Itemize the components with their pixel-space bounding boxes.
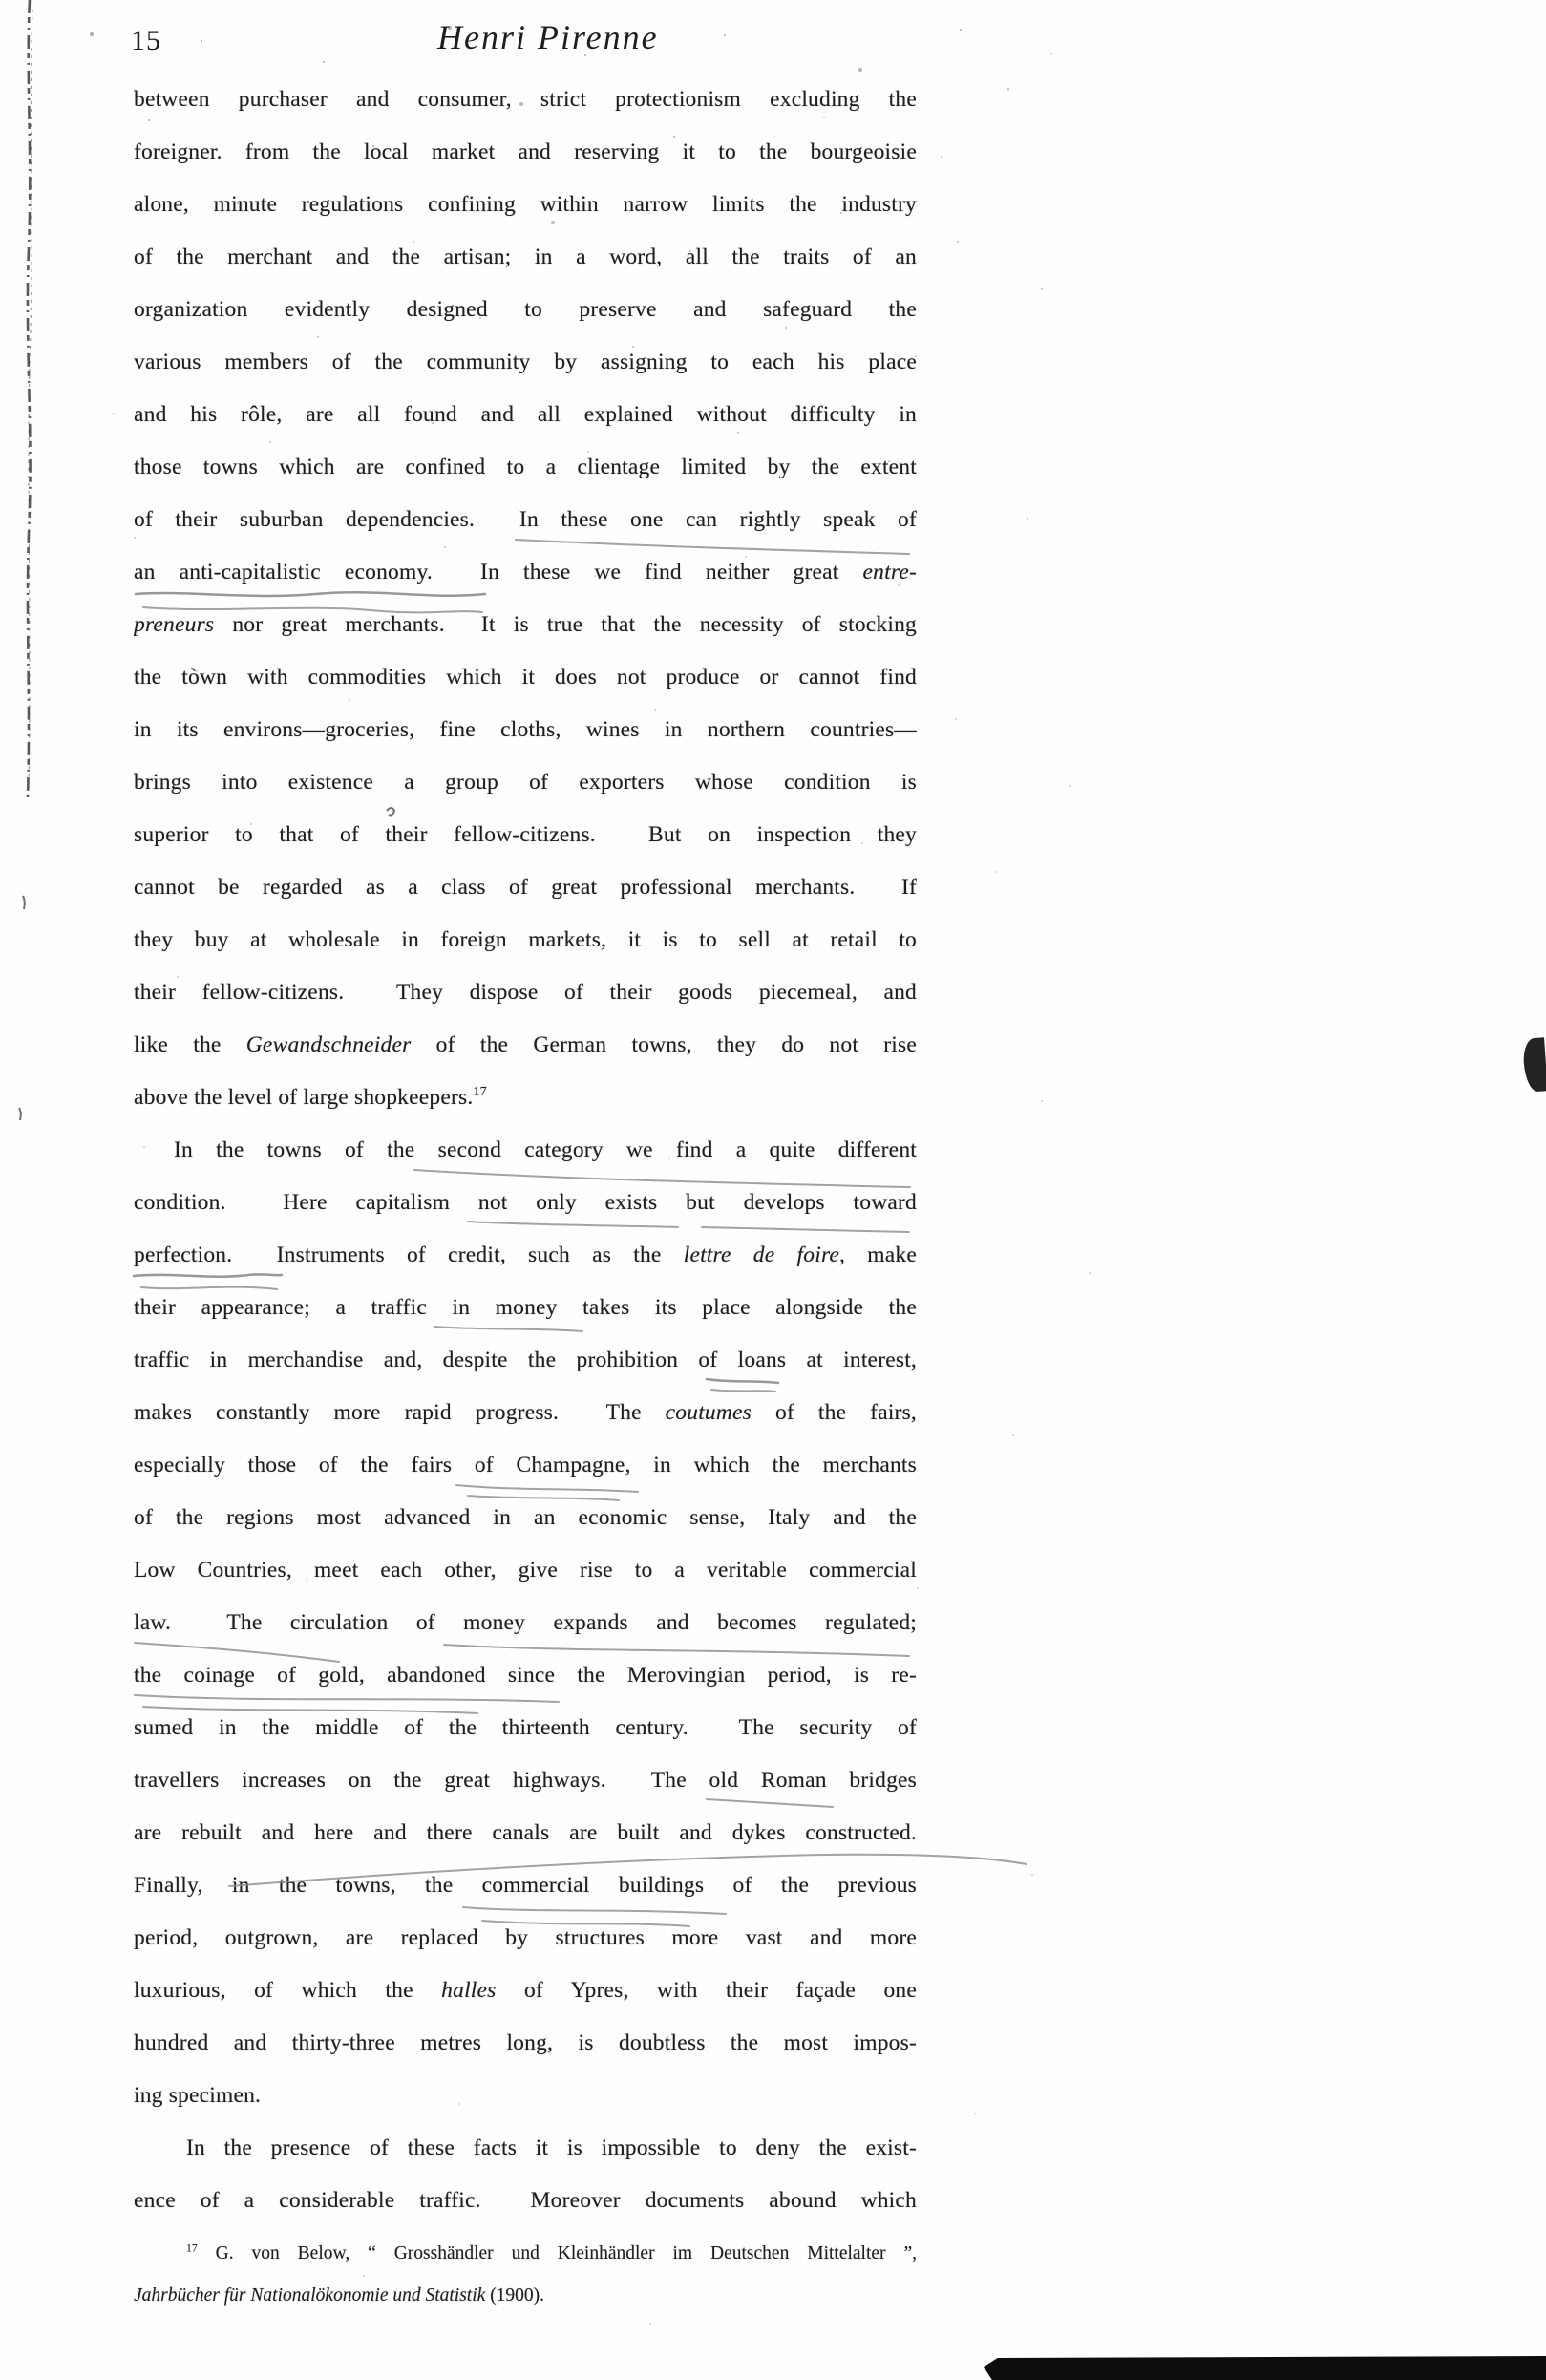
text-line [134,967,917,1019]
text-segment: the tòwn with commodities which it does not produce or cannot find [134,665,917,690]
text-line [134,231,917,284]
text-segment: those towns which are confined to a clientage limited by the extent [134,455,917,479]
text-line [134,1282,917,1334]
text-segment: coutumes [665,1400,752,1425]
text-segment: between purchaser and consumer, strict protectionism excluding the [134,87,917,112]
text-segment: Finally, in the towns, the commercial buildings of the previous [134,1873,917,1898]
text-line [134,179,917,231]
text-line [134,336,917,389]
text-line [134,1492,917,1544]
text-line [134,1019,917,1072]
body-text [134,74,917,2227]
text-line [134,546,917,599]
text-segment: Low Countries, meet each other, give rise to a veritable commercial [134,1558,917,1583]
text-line [134,74,917,126]
text-segment: Gewandschneider [245,1032,412,1057]
text-line [134,1597,917,1649]
text-line [134,704,917,756]
text-segment: organization evidently designed to preserve and safeguard the [134,297,917,322]
text-segment: G. von Below, “ Grosshändler und Kleinhändler im Deutschen Mittelalter ”, [197,2243,917,2263]
text-segment: luxurious, of which the [134,1978,442,2003]
text-segment: In the towns of the second category we find a quite different [174,1137,917,1162]
left-margin-mark [19,1108,21,1120]
text-segment: Jahrbücher für Nationalökonomie und Statistik [134,2285,486,2306]
text-line [134,861,917,914]
text-segment: traffic in merchandise and, despite the prohibition of loans at interest, [134,1348,917,1372]
text-segment: In the presence of these facts it is impossible to deny the exist- [186,2136,917,2160]
text-segment: condition. Here capitalism not only exists but develops toward [134,1190,917,1215]
page-number: 15 [131,25,161,56]
text-line [134,1229,917,1282]
text-line [134,651,917,704]
text-segment: ence of a considerable traffic. Moreover documents abound which [134,2188,917,2213]
text-segment: alone, minute regulations confining within narrow limits the industry [134,192,917,217]
text-segment: of the fairs, [752,1400,917,1425]
text-line [134,441,917,494]
text-line [134,2017,917,2070]
text-segment: they buy at wholesale in foreign markets, it is to sell at retail to [134,927,917,952]
text-segment: of the merchant and the artisan; in a word, all the traits of an [134,244,917,269]
text-segment: and his rôle, are all found and all explained without difficulty in [134,402,917,427]
text-line [134,1334,917,1387]
text-segment: superior to that of their fellow-citizens. But on inspection they [134,822,917,847]
text-line [134,2122,917,2175]
text-segment: cannot be regarded as a class of great professional merchants. If [134,875,917,900]
text-line [134,1177,917,1229]
footnote-reference: 17 [473,1084,487,1100]
text-segment: of Ypres, with their façade one [496,1978,917,2003]
text-segment: makes constantly more rapid progress. The [134,1400,666,1425]
text-line [134,2175,917,2227]
text-segment: ing specimen. [134,2083,262,2108]
text-line [134,284,917,336]
text-segment: the coinage of gold, abandoned since the Merovingian period, is re- [134,1663,917,1688]
text-segment: brings into existence a group of exporters whose condition is [134,770,917,795]
text-line [134,914,917,967]
text-segment: sumed in the middle of the thirteenth century. The security of [134,1715,917,1740]
text-segment: perfection. Instruments of credit, such as the [134,1243,684,1267]
text-line [134,809,917,861]
text-segment: above the level of large shopkeepers. [134,1085,474,1110]
text-segment: nor great merchants. It is true that the necessity of stocking [214,612,917,637]
scan-noise-speckles [0,0,2,2]
text-line [134,2275,917,2317]
left-edge-scratch [28,0,31,797]
text-segment: various members of the community by assigning to each his place [134,350,917,374]
text-segment: make [845,1243,917,1267]
text-segment: entre- [862,560,917,584]
text-line [134,1072,917,1124]
text-line [134,389,917,441]
left-margin-mark [23,896,25,909]
text-segment: period, outgrown, are replaced by structures more vast and more [134,1925,917,1950]
text-line [134,1807,917,1859]
text-line [134,126,917,179]
left-edge-scratch-texture [29,10,32,783]
text-segment: lettre de foire, [683,1243,846,1267]
text-line [134,1439,917,1492]
text-line [134,494,917,546]
text-segment: (1900). [485,2285,545,2306]
text-line [134,1544,917,1597]
scan-artifact-right-edge [1522,1037,1546,1092]
text-segment: in its environs—groceries, fine cloths, wines in northern countries— [134,717,917,742]
text-segment: an anti-capitalistic economy. In these we find neither great [134,560,863,584]
text-segment: law. The circulation of money expands and becomes regulated; [134,1610,917,1635]
text-segment: foreigner. from the local market and reserving it to the bourgeoisie [134,139,917,164]
text-segment: of their suburban dependencies. In these one can rightly speak of [134,507,917,532]
text-line [134,1754,917,1807]
text-segment: hundred and thirty-three metres long, is doubtless the most impos- [134,2030,917,2055]
footnote [134,2233,917,2317]
text-line [134,2070,917,2122]
text-segment: of the German towns, they do not rise [411,1032,917,1057]
text-line [134,1387,917,1439]
text-segment: their appearance; a traffic in money takes its place alongside the [134,1295,917,1320]
text-segment: are rebuilt and here and there canals are built and dykes constructed. [134,1820,917,1845]
text-line [134,1124,917,1177]
running-head: Henri Pirenne [437,18,659,56]
text-line [134,756,917,809]
scan-artifact-bottom-band [984,2356,1546,2380]
text-line [134,2233,917,2275]
text-segment: especially those of the fairs of Champagne, in which the merchants [134,1453,917,1477]
text-segment: of the regions most advanced in an economic sense, Italy and the [134,1505,917,1530]
text-line [134,1965,917,2017]
text-segment: like the [134,1032,246,1057]
text-segment: travellers increases on the great highways. The old Roman bridges [134,1768,917,1793]
footnote-reference: 17 [186,2242,198,2255]
text-line [134,599,917,651]
text-line [134,1859,917,1912]
text-segment: their fellow-citizens. They dispose of their goods piecemeal, and [134,980,917,1005]
text-line [134,1649,917,1702]
text-segment: halles [441,1978,497,2003]
text-segment: preneurs [134,612,215,637]
text-line [134,1912,917,1965]
text-line [134,1702,917,1754]
